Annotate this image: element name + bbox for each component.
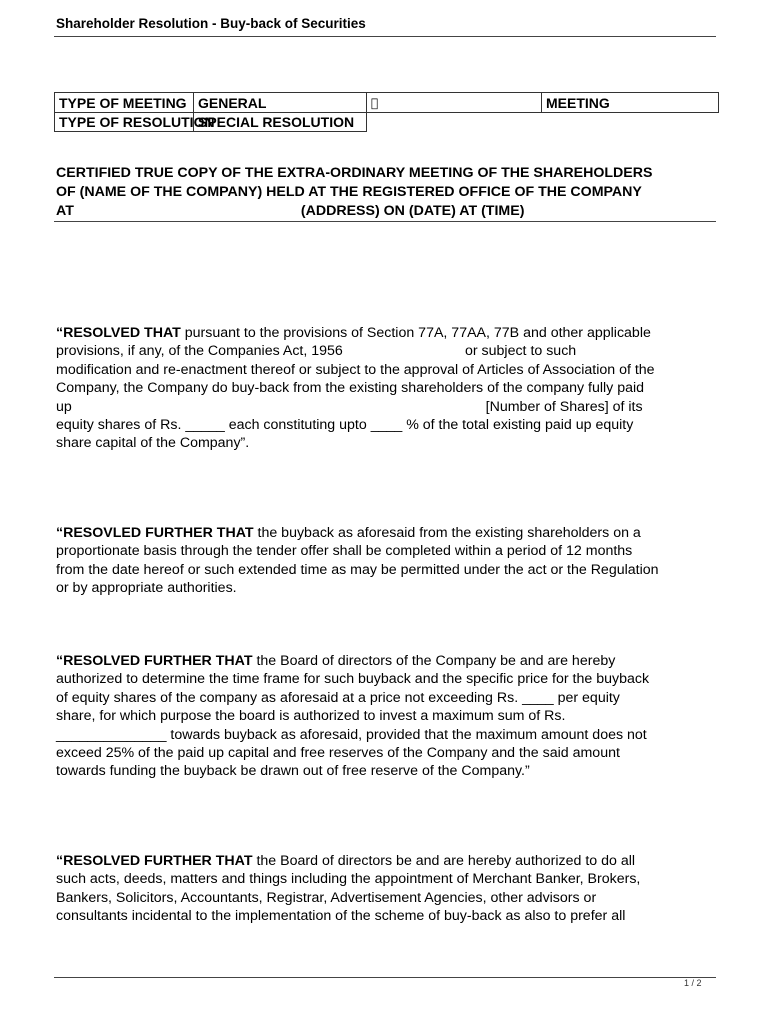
empty-cell — [367, 113, 542, 132]
resolution-paragraph-1 — [56, 324, 718, 453]
heading-divider — [54, 221, 716, 222]
paragraph-line: equity shares of Rs. _____ each constituting upto ____ % of the total existing paid up equity — [56, 417, 634, 434]
paragraph-line: or by appropriate authorities. — [56, 580, 237, 597]
certified-line-3 — [56, 202, 716, 221]
resolution-type-value: SPECIAL RESOLUTION — [194, 113, 367, 132]
resolution-paragraph-3 — [56, 652, 718, 781]
meeting-type-label: TYPE OF MEETING — [55, 93, 194, 113]
resolution-lead: “RESOVLED FURTHER THAT — [56, 525, 254, 541]
page-number: 1 / 2 — [684, 978, 702, 988]
certified-at: AT — [56, 203, 74, 219]
resolution-lead: “RESOLVED THAT — [56, 325, 181, 341]
paragraph-line: ______________ towards buyback as aforesaid, provided that the maximum amount does not — [56, 726, 647, 743]
header-divider — [54, 36, 716, 37]
resolution-paragraph-4 — [56, 852, 718, 926]
certified-line: CERTIFIED TRUE COPY OF THE EXTRA-ORDINARY MEETING OF THE SHAREHOLDERS — [56, 165, 653, 181]
paragraph-line: from the date hereof or such extended time as may be permitted under the act or the Regulation — [56, 561, 659, 578]
paragraph-line: proportionate basis through the tender offer shall be completed within a period of 12 months — [56, 543, 633, 560]
paragraph-line — [56, 324, 718, 342]
certified-line: OF (NAME OF THE COMPANY) HELD AT THE REGISTERED OFFICE OF THE COMPANY — [56, 184, 642, 200]
resolution-type-label: TYPE OF RESOLUTION — [55, 113, 194, 132]
certified-address: (ADDRESS) ON (DATE) AT (TIME) — [300, 203, 525, 219]
paragraph-line: such acts, deeds, matters and things including the appointment of Merchant Banker, Brokers, — [56, 871, 641, 888]
certified-copy-heading — [56, 164, 716, 221]
empty-cell — [542, 113, 719, 132]
paragraph-line: Bankers, Solicitors, Accountants, Registrar, Advertisement Agencies, other advisors or — [56, 889, 597, 906]
footer-divider — [54, 977, 716, 978]
paragraph-text: pursuant to the provisions of Section 77A, 77AA, 77B and other applicable — [180, 325, 651, 341]
paragraph-line: share capital of the Company”. — [56, 435, 250, 452]
paragraph-line: towards funding the buyback be drawn out of free reserve of the Company.” — [56, 763, 530, 780]
paragraph-line: up [Number of Shares] of its — [56, 398, 643, 415]
resolution-lead: “RESOLVED FURTHER THAT — [56, 853, 253, 869]
paragraph-line: Company, the Company do buy-back from the existing shareholders of the company fully paid — [56, 380, 645, 397]
paragraph-line: exceed 25% of the paid up capital and free reserves of the Company and the said amount — [56, 745, 620, 762]
paragraph-line: provisions, if any, of the Companies Act, 1956 or subject to such — [56, 343, 577, 360]
paragraph-line: consultants incidental to the implementation of the scheme of buy-back as also to prefer all — [56, 908, 626, 925]
paragraph-line — [56, 524, 718, 542]
paragraph-line: modification and re-enactment thereof or subject to the approval of Articles of Association of the — [56, 361, 655, 378]
paragraph-text: the buyback as aforesaid from the existing shareholders on a — [253, 525, 641, 541]
meeting-info-table — [54, 92, 719, 132]
document-header-title: Shareholder Resolution - Buy-back of Securities — [56, 16, 366, 31]
resolution-lead: “RESOLVED FURTHER THAT — [56, 653, 253, 669]
paragraph-line: of equity shares of the company as aforesaid at a price not exceeding Rs. ____ per equity — [56, 689, 620, 706]
meeting-label-cell: MEETING — [542, 93, 719, 113]
meeting-type-row — [55, 93, 719, 113]
paragraph-text: the Board of directors be and are hereby authorized to do all — [252, 853, 636, 869]
paragraph-text: the Board of directors of the Company be and are hereby — [252, 653, 616, 669]
paragraph-line: authorized to determine the time frame for such buyback and the specific price for the buyback — [56, 671, 650, 688]
paragraph-line — [56, 652, 718, 670]
resolution-paragraph-2 — [56, 524, 718, 598]
unknown-glyph-icon — [371, 96, 378, 110]
meeting-type-value: GENERAL — [194, 93, 367, 113]
resolution-type-row — [55, 113, 719, 132]
paragraph-line: share, for which purpose the board is authorized to invest a maximum sum of Rs. — [56, 708, 566, 725]
paragraph-line — [56, 852, 718, 870]
meeting-type-glyph-cell — [367, 93, 542, 113]
